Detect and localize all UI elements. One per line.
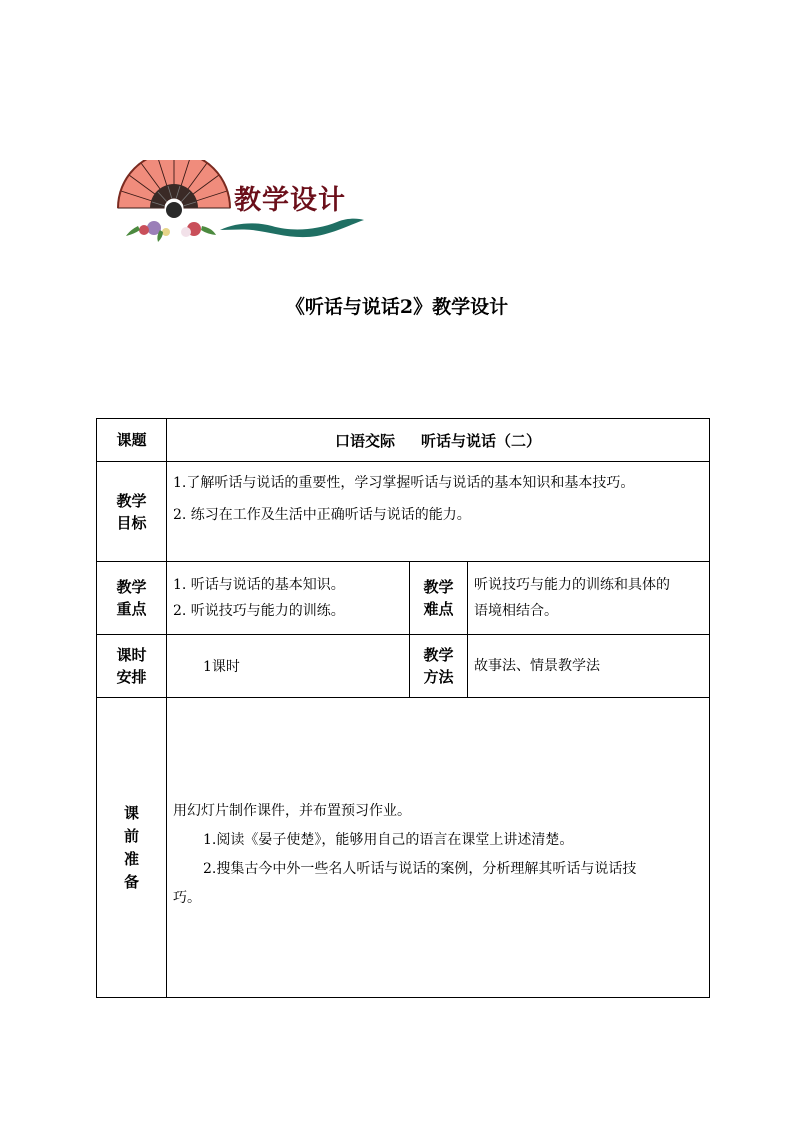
preparation-line: 巧。 — [173, 890, 201, 906]
hours-label-line1: 课时 — [116, 646, 147, 664]
key-point-item: 1. 听话与说话的基本知识。 — [173, 577, 345, 593]
preparation-label — [97, 698, 167, 998]
difficulty-label-line1: 教学 — [423, 578, 454, 596]
preparation-line: 2.搜集古今中外一些名人听话与说话的案例，分析理解其听话与说话技 — [203, 861, 637, 877]
key-points-content — [167, 562, 410, 635]
preparation-row — [97, 698, 710, 998]
preparation-label-char: 准 — [123, 849, 139, 868]
preparation-line: 1.阅读《晏子使楚》，能够用自己的语言在课堂上讲述清楚。 — [203, 832, 574, 848]
goal-item: 1.了解听话与说话的重要性，学习掌握听话与说话的基本知识和基本技巧。 — [173, 475, 635, 491]
key-difficulty-row — [97, 562, 710, 635]
topic-part1: 口语交际 — [335, 431, 396, 450]
key-label-line1: 教学 — [116, 578, 147, 596]
document-title: 《听话与说话2》教学设计 — [285, 296, 509, 318]
difficulty-label-line2: 难点 — [423, 600, 454, 618]
goals-row — [97, 462, 710, 562]
difficulty-line: 语境相结合。 — [474, 603, 558, 619]
difficulty-label — [410, 562, 468, 635]
key-points-label — [97, 562, 167, 635]
key-label-line2: 重点 — [116, 600, 147, 618]
method-label-line1: 教学 — [423, 646, 454, 664]
goals-content — [167, 462, 710, 562]
key-point-item: 2. 听说技巧与能力的训练。 — [173, 603, 345, 619]
preparation-label-char: 备 — [123, 872, 139, 891]
preparation-label-char: 课 — [123, 803, 139, 822]
difficulty-content — [468, 562, 710, 635]
preparation-content — [167, 698, 710, 998]
hours-label-line2: 安排 — [116, 668, 147, 686]
topic-part2: 听话与说话（二） — [421, 431, 542, 450]
method-label-line2: 方法 — [423, 668, 454, 686]
preparation-label-char: 前 — [123, 826, 139, 845]
hours-method-row — [97, 635, 710, 698]
topic-row — [97, 419, 710, 462]
hours-label — [97, 635, 167, 698]
difficulty-line: 听说技巧与能力的训练和具体的 — [474, 577, 670, 593]
goals-label-line1: 教学 — [116, 491, 147, 510]
logo-text: 教学设计 — [234, 185, 346, 216]
goal-item: 2. 练习在工作及生活中正确听话与说话的能力。 — [173, 507, 471, 523]
topic-value — [167, 419, 710, 462]
preparation-line: 用幻灯片制作课件，并布置预习作业。 — [173, 803, 411, 819]
goals-label-line2: 目标 — [116, 513, 147, 532]
method-value: 故事法、情景教学法 — [468, 635, 710, 698]
hours-value: 1课时 — [167, 635, 410, 698]
method-label — [410, 635, 468, 698]
lesson-plan-table — [96, 418, 710, 998]
goals-label — [97, 462, 167, 562]
topic-label: 课题 — [97, 419, 167, 462]
